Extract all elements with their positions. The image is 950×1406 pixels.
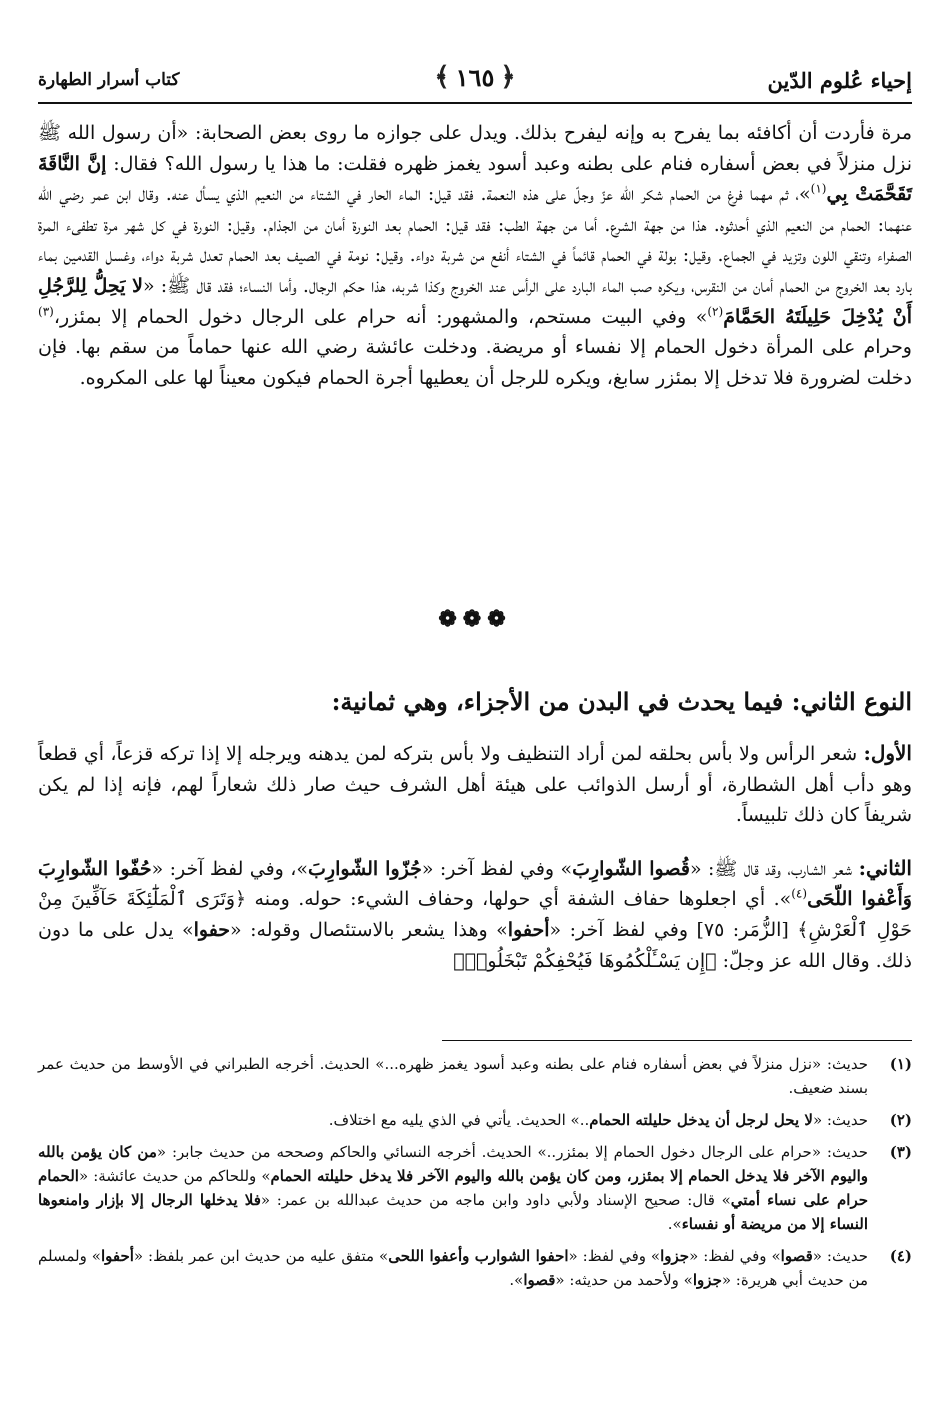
hadith-text: أحفوا bbox=[100, 1247, 134, 1265]
text-run: شعر الشارب، وقد قال ﷺ: « bbox=[689, 857, 859, 880]
hadith-text: حفوا bbox=[193, 918, 231, 941]
hadith-text: لا يَحِلُّ لِلرَّجُلِ أَنْ يُدْخِلَ حَلِيلَتَهُ الحَمَّامَ bbox=[38, 274, 912, 328]
hadith-text: حُفّوا الشّوارِبَ وَأَعْفوا اللّحَى bbox=[38, 857, 912, 911]
footnote-number: (٣) bbox=[889, 1143, 912, 1161]
text-run: » وهذا يشعر بالاستئصال وقوله: « bbox=[230, 918, 508, 941]
paragraph-lead: الثاني: bbox=[858, 855, 912, 880]
footnotes bbox=[38, 1052, 912, 1300]
text-run: » وللحاكم من حديث عائشة: « bbox=[78, 1167, 271, 1185]
paragraph-first bbox=[38, 738, 912, 831]
text-run: » ولأحمد من حديثه: « bbox=[555, 1271, 693, 1289]
bracket-left: ﴾ bbox=[434, 62, 450, 92]
footnote-ref: (٤) bbox=[791, 887, 808, 902]
text-run: »، وفي لفظ آخر: « bbox=[151, 857, 309, 880]
text-run: ». bbox=[667, 1215, 682, 1233]
paragraph-second bbox=[38, 853, 912, 976]
footnote-rule bbox=[442, 1040, 912, 1041]
footnote-text bbox=[38, 1108, 868, 1132]
footnote-text: حديث: «نزل منزلاً في بعض أسفاره فنام على بطنه وعبد أسود يغمز ظهره...» الحديث. أخرجه الطبراني في الأوسط من حديث عمر بسند ضعيف. bbox=[38, 1055, 868, 1097]
section-heading: النوع الثاني: فيما يحدث في البدن من الأجزاء، وهي ثمانية: bbox=[331, 687, 912, 716]
footnote-number: (٢) bbox=[889, 1111, 912, 1129]
paragraph-lead: الأول: bbox=[863, 741, 912, 765]
book-page bbox=[38, 0, 912, 1406]
text-run: » يدل على ما دون ذلك. وقال الله عز وجلّ: ﴿إِن يَسْـَٔلْكُمُوهَا فَيُحْفِكُمْ تَبْخَلُوا۟﴾ bbox=[38, 918, 912, 972]
bracket-right: ﴿ bbox=[500, 62, 516, 92]
hadith-text: جزوا bbox=[692, 1271, 722, 1289]
body-text bbox=[38, 118, 912, 393]
hadith-text: قُصوا الشّوارِبَ bbox=[572, 857, 690, 880]
text-run: » وفي البيت مستحم، والمشهور: أنه حرام على الرجال دخول الحمام إلا بمئزر، bbox=[53, 305, 708, 328]
text-run: »، ثم مهما فرغ من الحمام شكر الله عزّ وجلّ على هذه النعمة. فقد قيل: الماء الحار في الشتاء من النعيم الذي يسأل عنه. وقال ابن عمر رضي الله عنهما: الحمام من النعيم الذي أحدثوه. هذا من جهة الشرع. أما من جهة الطب: فقد قيل: الحمام بعد النورة أمان من الجذام. وقيل: النورة في كل شهر مرة تطفىء المرة الصفراء وتنقي اللون وتزيد في الجماع. وقيل: بولة في الحمام قائماً في الشتاء أنفع من شربة دواء. وقيل: نومة في الصيف بعد الحمام تعدل شربة دواء، وغسل القدمين بماء بارد بعد الخروج من الحمام أمان من النقرس، ويكره صب الماء البارد على الرأس عند الخروج وكذا شربه، هذا حكم الرجال. وأما النساء؛ فقد قال ﷺ: « bbox=[38, 183, 912, 297]
footnote-ref: (١) bbox=[810, 181, 827, 196]
text-run: مرة فأردت أن أكافئه بما يفرح به وإنه ليفرح بذلك. ويدل على جوازه ما روى بعض الصحابة: «أن رسول الله ﷺ نزل منزلاً في بعض أسفاره فنام على بطنه وعبد أسود يغمز ظهره فقلت: ما هذا يا رسول الله؟ فقال: bbox=[38, 122, 912, 175]
section-separator: ❁❁❁ bbox=[438, 606, 512, 632]
page-number-value: ١٦٥ bbox=[455, 62, 495, 92]
book-title: إحياء عُلوم الدّين bbox=[767, 67, 912, 93]
footnote-item bbox=[38, 1140, 912, 1236]
text-run: ». أي اجعلوها حفاف الشفة أي حولها، وحفاف الشيء: حوله. ومنه ﴿وَتَرَى ٱلْمَلَٰٓئِكَةَ حَآفِّينَ مِنْ حَوْلِ ٱلْعَرْشِ﴾ [الزُّمَر: ٧٥] وفي لفظ آخر: « bbox=[38, 888, 913, 941]
text-run: وحرام على المرأة دخول الحمام إلا نفساء أو مريضة. ودخلت عائشة رضي الله عنها حماماً من سقم بها. فإن دخلت لضرورة فلا تدخل إلا بمئزر سابغ، ويكره للرجل أن يعطيها أجرة الحمام فيكون معيناً لها على المكروه. bbox=[38, 336, 912, 389]
text-run: » وفي لفظ: « bbox=[689, 1247, 781, 1265]
hadith-text: قصوا bbox=[780, 1247, 813, 1265]
hadith-text: جزوا bbox=[660, 1247, 690, 1265]
text-run: حديث: « bbox=[812, 1247, 868, 1265]
hadith-text: قصوا bbox=[523, 1271, 556, 1289]
hadith-text: الحمام حرام على نساء أمتي bbox=[38, 1167, 868, 1209]
footnote-item bbox=[38, 1052, 912, 1100]
footnote-ref: (٢) bbox=[707, 304, 724, 319]
text-run: » ولمسلم من حديث أبي هريرة: « bbox=[38, 1247, 868, 1289]
page-number bbox=[434, 62, 515, 92]
footnote-number: (٤) bbox=[889, 1247, 912, 1265]
hadith-text: أحفوا bbox=[507, 918, 550, 941]
footnote-text bbox=[38, 1140, 868, 1236]
chapter-title: كتاب أسرار الطهارة bbox=[38, 70, 180, 90]
text-run: حديث: «حرام على الرجال دخول الحمام إلا بمئزر..» الحديث. أخرجه النسائي والحاكم وصححه من حديث جابر: « bbox=[156, 1143, 868, 1161]
text-run: » وفي لفظ: « bbox=[568, 1247, 661, 1265]
footnote-ref: (٣) bbox=[38, 304, 54, 319]
text-run: » قال: صحيح الإسناد ولأبي داود وابن ماجه من حديث عبدالله بن عمر: « bbox=[260, 1191, 731, 1209]
footnote-item bbox=[38, 1244, 912, 1292]
hadith-text: لا يحل لرجل أن يدخل حليلته الحمام bbox=[589, 1111, 813, 1129]
running-header bbox=[38, 58, 912, 104]
text-run: » متفق عليه من حديث ابن عمر بلفظ: « bbox=[133, 1247, 389, 1265]
hadith-text: احفوا الشوارب وأعفوا اللحى bbox=[388, 1247, 569, 1265]
hadith-text: من كان يؤمن بالله واليوم الآخر فلا يدخل الحمام إلا بمئزر، ومن كان يؤمن بالله واليوم الآخر فلا يدخل حليلته الحمام bbox=[38, 1143, 868, 1185]
body-paragraph bbox=[38, 118, 912, 393]
text-run: ». bbox=[509, 1271, 524, 1289]
footnote-number: (١) bbox=[889, 1055, 912, 1073]
text-run: حديث: « bbox=[812, 1111, 868, 1129]
text-run: » وفي لفظ آخر: « bbox=[421, 857, 573, 880]
footnote-item bbox=[38, 1108, 912, 1132]
footnote-text bbox=[38, 1244, 868, 1292]
text-run: شعر الرأس ولا بأس بحلقه لمن أراد التنظيف ولا بأس بتركه لمن يدهنه ويرجله إلا إذا تركه قزعاً، أي قطعاً وهو دأب أهل الشطارة، أو أرسل الذوائب على هيئة أهل الشرف حيث صار ذلك شعاراً لهم، فإنه إذا لم يكن شريفاً كان ذلك تلبيساً. bbox=[38, 743, 912, 827]
section-text bbox=[38, 738, 912, 998]
hadith-text: جُزّوا الشّوارِبَ bbox=[308, 857, 422, 880]
hadith-text: إنَّ النَّاقَةَ تَقَحَّمَتْ بِي bbox=[38, 152, 912, 206]
text-run: ..» الحديث. يأتي في الذي يليه مع اختلاف. bbox=[328, 1111, 590, 1129]
hadith-text: فلا يدخلها الرجال إلا بإزار وامنعوها النساء إلا من مريضة أو نفساء bbox=[38, 1191, 868, 1233]
